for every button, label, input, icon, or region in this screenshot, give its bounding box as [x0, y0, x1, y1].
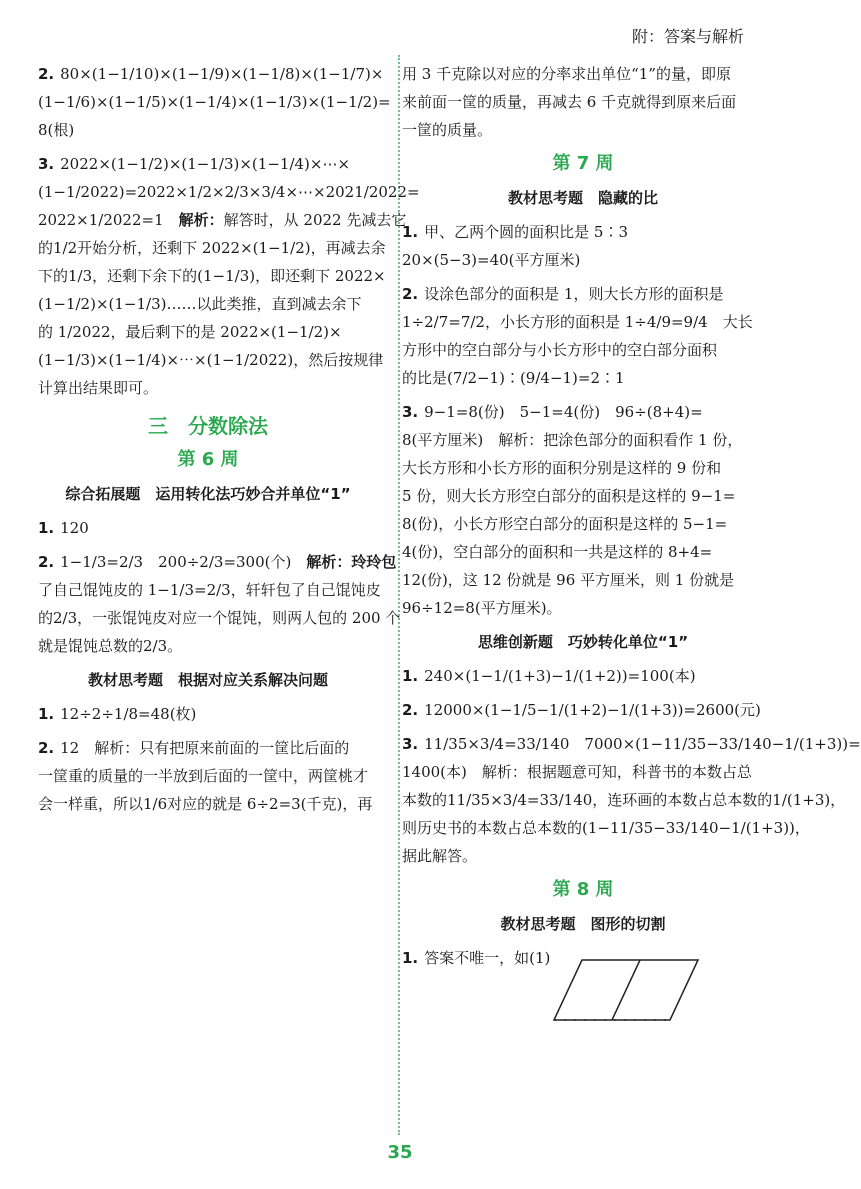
q3-line-3: 2022×1/2022=1 — [38, 211, 164, 229]
s1-q2-line-1: 1−1/3=2/3 200÷2/3=300(个) — [60, 553, 292, 571]
s2-q1 — [38, 700, 378, 728]
week6-title: 第 6 周 — [177, 449, 239, 470]
q2-line-1: 80×(1−1/10)×(1−1/9)×(1−1/8)×(1−1/7)× — [60, 65, 384, 83]
cont-line-2: 来前面一筐的质量，再减去 6 千克就得到原来后面 — [402, 93, 737, 111]
s4-q3-line-3: 本数的11/35×3/4=33/140，连环画的本数占总本数的1/(1+3)， — [402, 791, 846, 809]
sub5-title: 教材思考题 图形的切割 — [500, 915, 666, 933]
s3-q3-line-8: 96÷12=8(平方厘米)。 — [402, 599, 562, 617]
s4-q1 — [402, 662, 764, 690]
s2-q2 — [38, 734, 378, 818]
left-q3 — [38, 150, 420, 402]
page-number: 35 — [387, 1142, 413, 1163]
s3-q2-line-2: 1÷2/7=7/2，小长方形的面积是 1÷4/9=9/4 大长 — [402, 313, 753, 331]
s2-q2-line-3: 会一样重，所以1/6对应的就是 6÷2=3(千克)，再 — [38, 795, 373, 813]
jiexi-line-3: 下的1/3，还剩下余下的(1−1/3)，即还剩下 2022× — [38, 267, 386, 285]
s3-q1-line-1: 甲、乙两个圆的面积比是 5∶3 — [424, 223, 628, 241]
jiexi-label: 解析： — [178, 211, 224, 229]
s3-q3 — [402, 398, 764, 622]
jiexi-line-5: 的 1/2022，最后剩下的是 2022×(1−1/2)× — [38, 323, 342, 341]
s4-q3-line-4: 则历史书的本数占总本数的(1−11/35−33/140−1/(1+3))， — [402, 819, 810, 837]
cut-line — [612, 960, 640, 1020]
s3-q3-line-1: 9−1=8(份) 5−1=4(份) 96÷(8+4)= — [424, 403, 703, 421]
sub4-title: 思维创新题 巧妙转化单位“1” — [477, 633, 689, 651]
s4-q3 — [402, 730, 861, 870]
s3-q3-line-7: 12(份)，这 12 份就是 96 平方厘米，则 1 份就是 — [402, 571, 735, 589]
s3-q3-line-6: 4(份)，空白部分的面积和一共是这样的 8+4= — [402, 543, 713, 561]
s1-q1 — [38, 514, 378, 542]
s3-q3-line-3: 大长方形和小长方形的面积分别是这样的 9 份和 — [402, 459, 722, 477]
left-q2 — [38, 60, 391, 144]
s3-q2-line-1: 设涂色部分的面积是 1，则大长方形的面积是 — [424, 285, 724, 303]
q-number: 1. — [38, 519, 55, 537]
s3-q2-line-3: 方形中的空白部分与小长方形中的空白部分面积 — [402, 341, 718, 359]
jiexi-line-1: 解答时，从 2022 先减去它 — [223, 211, 407, 229]
right-continuation — [402, 60, 764, 144]
jiexi-line-4: (1−1/2)×(1−1/3)……以此类推，直到减去余下 — [38, 295, 362, 313]
s5-q1-answer: 答案不唯一，如(1) — [424, 949, 551, 967]
q-number: 1. — [402, 223, 419, 241]
s1-q2-line-3: 的2/3，一张馄饨皮对应一个馄饨，则两人包的 200 个 — [38, 609, 401, 627]
s3-q3-line-2: 8(平方厘米) 解析：把涂色部分的面积看作 1 份， — [402, 431, 743, 449]
s3-q2 — [402, 280, 764, 392]
q-number: 2. — [38, 739, 55, 757]
jiexi-line-7: 计算出结果即可。 — [38, 379, 159, 397]
s2-q1-answer: 12÷2÷1/8=48(枚) — [60, 705, 197, 723]
jiexi-line-6: (1−1/3)×(1−1/4)×⋯×(1−1/2022)，然后按规律 — [38, 351, 384, 369]
page-header: 附：答案与解析 — [631, 27, 744, 46]
q-number: 2. — [402, 285, 419, 303]
q-number: 1. — [402, 667, 419, 685]
week7-title: 第 7 周 — [552, 153, 614, 174]
q-number: 2. — [38, 553, 55, 571]
q-number: 3. — [402, 735, 419, 753]
s3-q1 — [402, 218, 764, 274]
s1-q2-line-4: 就是馄饨总数的2/3。 — [38, 637, 183, 655]
s4-q3-line-2: 1400(本) 解析：根据题意可知，科普书的本数占总 — [402, 763, 752, 781]
parallelogram-figure — [552, 958, 764, 1037]
q-number: 2. — [402, 701, 419, 719]
q3-line-2: (1−1/2022)=2022×1/2×2/3×3/4×⋯×2021/2022= — [38, 183, 420, 201]
s4-q3-line-1: 11/35×3/4=33/140 7000×(1−11/35−33/140−1/(1+3))= — [424, 735, 861, 753]
jiexi-line-2: 的1/2开始分析，还剩下 2022×(1−1/2)，再减去余 — [38, 239, 386, 257]
s3-q1-line-2: 20×(5−3)=40(平方厘米) — [402, 251, 581, 269]
s3-q3-line-4: 5 份，则大长方形空白部分的面积是这样的 9−1= — [402, 487, 736, 505]
q-number: 3. — [38, 155, 55, 173]
q-number: 1. — [38, 705, 55, 723]
q-number: 2. — [38, 65, 55, 83]
cont-line-3: 一筐的质量。 — [402, 121, 493, 139]
cont-line-1: 用 3 千克除以对应的分率求出单位“1”的量，即原 — [402, 65, 731, 83]
s2-q2-line-1: 12 解析：只有把原来前面的一筐比后面的 — [60, 739, 350, 757]
s1-q2 — [38, 548, 401, 660]
s4-q2-answer: 12000×(1−1/5−1/(1+2)−1/(1+3))=2600(元) — [424, 701, 761, 719]
q-number: 3. — [402, 403, 419, 421]
q2-line-3: 8(根) — [38, 121, 75, 139]
s4-q2 — [402, 696, 764, 724]
sub1-title: 综合拓展题 运用转化法巧妙合并单位“1” — [65, 485, 351, 503]
q-number: 1. — [402, 949, 419, 967]
s1-q2-jiexi: 解析：玲玲包 — [306, 553, 397, 571]
s3-q3-line-5: 8(份)，小长方形空白部分的面积是这样的 5−1= — [402, 515, 728, 533]
s3-q2-line-4: 的比是(7/2−1)∶(9/4−1)=2∶1 — [402, 369, 625, 387]
parallelogram-svg — [552, 958, 702, 1028]
s4-q1-answer: 240×(1−1/(1+3)−1/(1+2))=100(本) — [424, 667, 696, 685]
sub3-title: 教材思考题 隐藏的比 — [507, 189, 658, 207]
week8-title: 第 8 周 — [552, 879, 614, 900]
section-title: 三 分数除法 — [148, 414, 268, 438]
left-column — [38, 60, 420, 824]
q2-line-2: (1−1/6)×(1−1/5)×(1−1/4)×(1−1/3)×(1−1/2)= — [38, 93, 391, 111]
sub2-title: 教材思考题 根据对应关系解决问题 — [87, 671, 328, 689]
s1-q1-answer: 120 — [60, 519, 89, 537]
q3-line-1: 2022×(1−1/2)×(1−1/3)×(1−1/4)×⋯× — [60, 155, 351, 173]
right-column — [402, 60, 861, 1037]
s2-q2-line-2: 一筐重的质量的一半放到后面的一筐中，两筐桃才 — [38, 767, 369, 785]
s4-q3-line-5: 据此解答。 — [402, 847, 478, 865]
s1-q2-line-2: 了自己馄饨皮的 1−1/3=2/3，轩轩包了自己馄饨皮 — [38, 581, 381, 599]
